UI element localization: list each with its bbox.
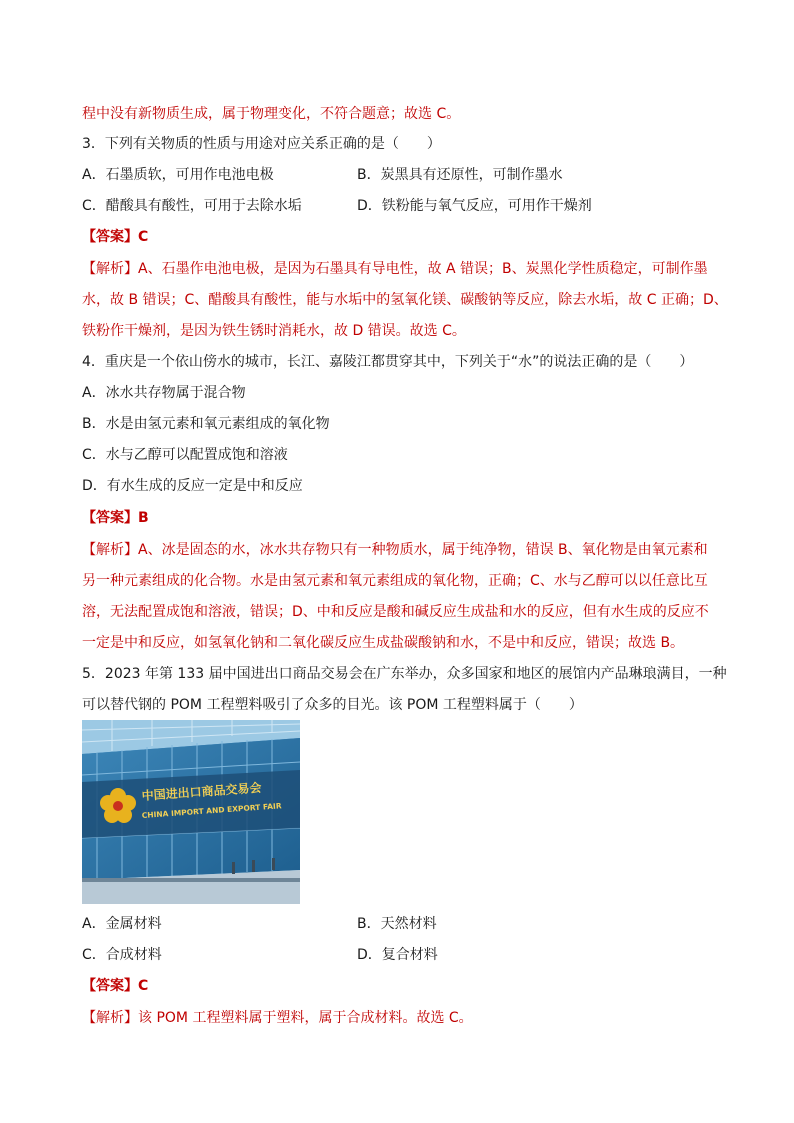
- q4-option-b: B．水是由氢元素和氧元素组成的氧化物: [82, 416, 330, 432]
- canton-fair-building-image: [82, 720, 300, 904]
- q4-explanation-line: 另一种元素组成的化合物。水是由氢元素和氧元素组成的氧化物，正确；C、水与乙醇可以以任意比互: [82, 573, 708, 589]
- q3-explanation-line: 水，故 B 错误；C、醋酸具有酸性，能与水垢中的氢氧化镁、碳酸钠等反应，除去水垢，故 C 正确；D、: [82, 292, 728, 308]
- q4-option-a: A．冰水共存物属于混合物: [82, 385, 246, 401]
- canton-fair-photo: [82, 720, 300, 904]
- q5-stem-line: 5．2023 年第 133 届中国进出口商品交易会在广东举办，众多国家和地区的展馆内产品琳琅满目，一种: [82, 666, 727, 682]
- q4-answer: 【答案】B: [82, 510, 149, 526]
- q5-option-a: A．金属材料: [82, 916, 162, 932]
- q4-stem: 4．重庆是一个依山傍水的城市，长江、嘉陵江都贯穿其中，下列关于“水”的说法正确的是（ ）: [82, 354, 694, 370]
- q5-explanation: 【解析】该 POM 工程塑料属于塑料，属于合成材料。故选 C。: [82, 1010, 473, 1026]
- q5-option-c: C．合成材料: [82, 947, 162, 963]
- q5-option-b: B．天然材料: [357, 916, 437, 932]
- q3-option-d: D．铁粉能与氧气反应，可用作干燥剂: [357, 198, 592, 214]
- q5-answer: 【答案】C: [82, 978, 149, 994]
- q5-stem-line: 可以替代钢的 POM 工程塑料吸引了众多的目光。该 POM 工程塑料属于（ ）: [82, 697, 583, 713]
- q3-option-b: B．炭黑具有还原性，可制作墨水: [357, 167, 563, 183]
- q4-explanation-line: 溶，无法配置成饱和溶液，错误；D、中和反应是酸和碱反应生成盐和水的反应，但有水生成的反应不: [82, 604, 709, 620]
- q2-explanation-tail: 程中没有新物质生成，属于物理变化，不符合题意；故选 C。: [82, 106, 461, 122]
- q4-option-c: C．水与乙醇可以配置成饱和溶液: [82, 447, 288, 463]
- q3-stem: 3．下列有关物质的性质与用途对应关系正确的是（ ）: [82, 136, 441, 152]
- q3-explanation-line: 铁粉作干燥剂，是因为铁生锈时消耗水，故 D 错误。故选 C。: [82, 323, 466, 339]
- q3-explanation-line: 【解析】A、石墨作电池电极，是因为石墨具有导电性，故 A 错误；B、炭黑化学性质稳定，可制作墨: [82, 261, 708, 277]
- q4-explanation-line: 【解析】A、冰是固态的水，冰水共存物只有一种物质水，属于纯净物，错误 B、氧化物是由氧元素和: [82, 542, 708, 558]
- q3-answer: 【答案】C: [82, 229, 149, 245]
- q3-option-a: A．石墨质软，可用作电池电极: [82, 167, 274, 183]
- q4-explanation-line: 一定是中和反应，如氢氧化钠和二氧化碳反应生成盐碳酸钠和水，不是中和反应，错误；故选 B。: [82, 635, 685, 651]
- photo-sign-en: CHINA IMPORT AND EXPORT FAIR: [141, 801, 282, 820]
- photo-sign-cn: 中国进出口商品交易会: [141, 780, 262, 803]
- q4-option-d: D．有水生成的反应一定是中和反应: [82, 478, 303, 494]
- q3-option-c: C．醋酸具有酸性，可用于去除水垢: [82, 198, 302, 214]
- q5-option-d: D．复合材料: [357, 947, 438, 963]
